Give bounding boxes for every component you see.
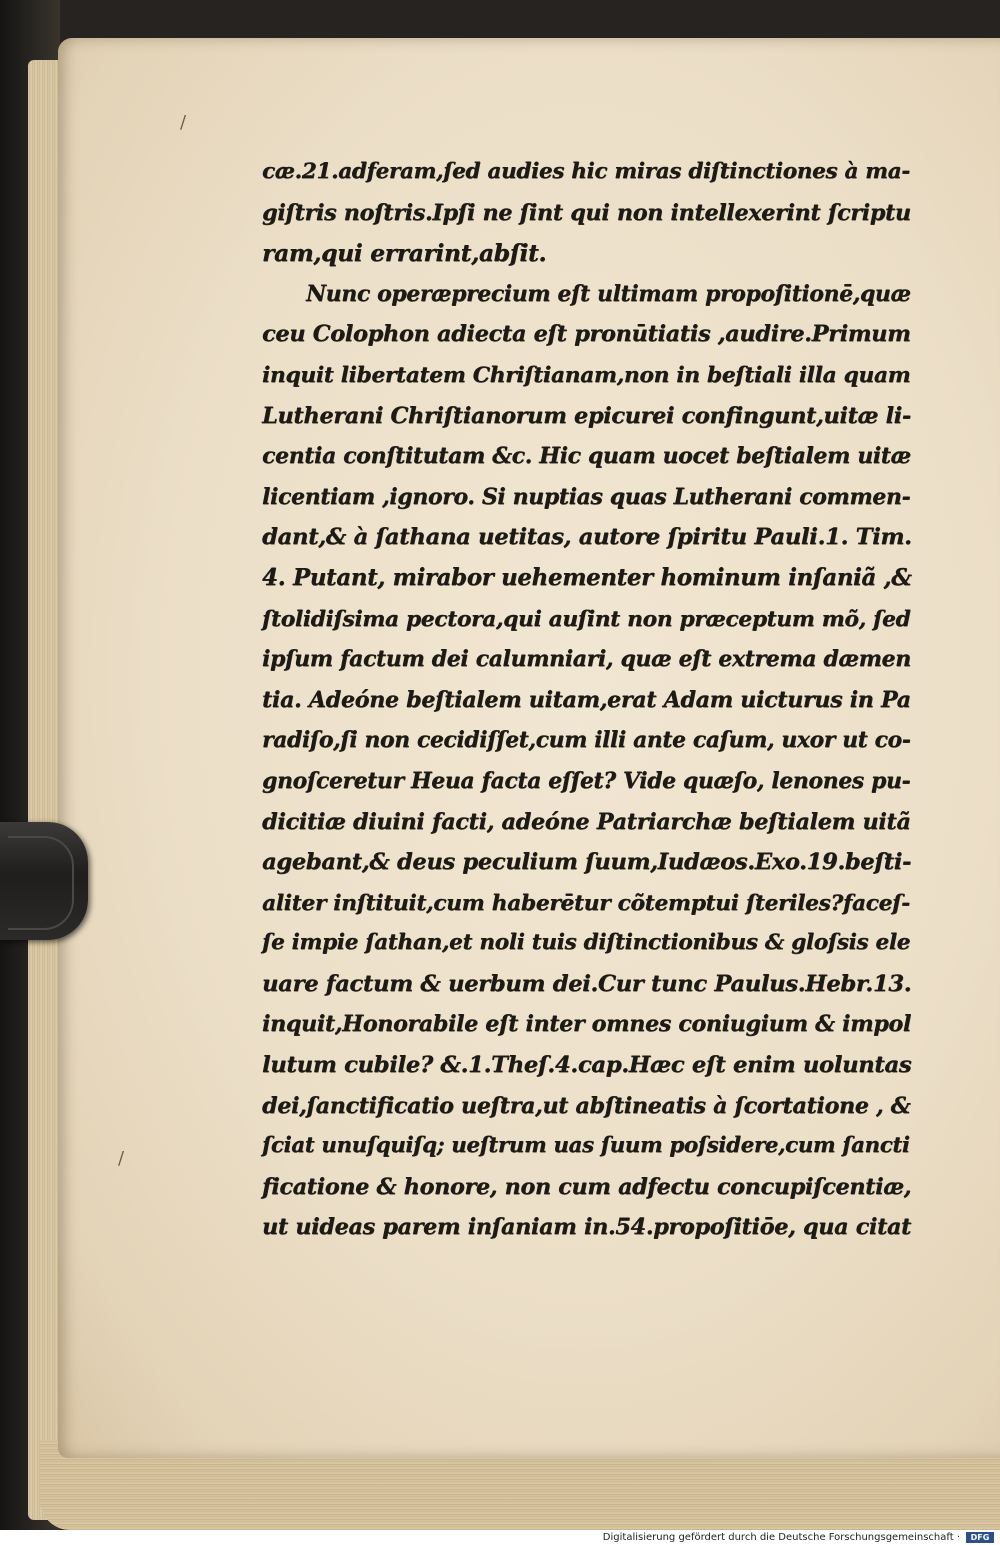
page-mark: / bbox=[180, 112, 187, 133]
book-clasp bbox=[0, 822, 88, 940]
text-line: centia conſtitutam &c. Hic quam uocet beſtialem uitæ bbox=[262, 443, 911, 470]
text-line: 4. Putant, mirabor uehementer hominum inſaniã ,& bbox=[262, 563, 912, 591]
text-line: ſe impie ſathan,et noli tuis diſtinctionibus & gloſsis ele bbox=[262, 930, 911, 956]
text-line: licentiam ,ignoro. Si nuptias quas Lutherani commen- bbox=[262, 483, 911, 510]
text-line: ipſum factum dei calumniari, quæ eſt extrema dæmen bbox=[262, 646, 911, 673]
text-line: dant,& à ſathana uetitas, autore ſpiritu Pauli.1. Tim. bbox=[262, 524, 912, 551]
latin-text-block bbox=[262, 152, 912, 1248]
text-line: ſciat unuſquiſq; ueſtrum uas ſuum poſsidere,cum ſancti bbox=[262, 1133, 910, 1159]
dfg-logo: DFG bbox=[966, 1532, 994, 1543]
text-line: inquit,Honorabile eſt inter omnes coniugium & impol bbox=[262, 1011, 911, 1038]
text-line: aliter inſtituit,cum haberētur cõtemptui ſteriles?faceſ- bbox=[262, 889, 910, 916]
text-line: cæ.21.adferam,ſed audies hic miras diſtinctiones à ma- bbox=[262, 159, 910, 184]
dfg-credit-text: Digitalisierung gefördert durch die Deutsche Forschungsgemeinschaft · bbox=[602, 1532, 960, 1543]
text-line: radiſo,ſi non cecidiſſet,cum illi ante caſum, uxor ut co- bbox=[262, 727, 911, 754]
text-line: agebant,& deus peculium ſuum,Iudæos.Exo.19.beſti- bbox=[262, 849, 911, 876]
text-line: ſtolidiſsima pectora,qui auſint non præceptum mõ, ſed bbox=[262, 605, 911, 632]
text-line: gnoſceretur Heua facta eſſet? Vide quæſo, lenones pu- bbox=[262, 767, 911, 794]
text-line: tia. Adeóne beſtialem uitam,erat Adam uicturus in Pa bbox=[262, 686, 911, 713]
text-line: ram,qui errarint,abſit. bbox=[262, 239, 547, 268]
footer-bar bbox=[0, 1530, 1000, 1545]
text-line: lutum cubile? &.1.Theſ.4.cap.Hæc eſt enim uoluntas bbox=[262, 1052, 912, 1079]
text-line: ut uideas parem inſaniam in.54.propoſitiōe, qua citat bbox=[262, 1214, 911, 1241]
text-line: dicitiæ diuini facti, adeóne Patriarchæ beſtialem uitã bbox=[262, 808, 911, 835]
clasp-buckle bbox=[8, 836, 74, 930]
text-line: ceu Colophon adiecta eſt pronūtiatis ,audire.Primum bbox=[262, 321, 911, 348]
text-line: giſtris noſtris.Ipſi ne ſint qui non intellexerint ſcriptu bbox=[262, 199, 911, 226]
text-line: dei,ſanctificatio ueſtra,ut abſtineatis à ſcortatione , & bbox=[262, 1092, 911, 1119]
text-line: Lutherani Chriſtianorum epicurei confingunt,uitæ li- bbox=[262, 402, 911, 429]
text-line: uare factum & uerbum dei.Cur tunc Paulus.Hebr.13. bbox=[262, 970, 912, 997]
text-line: ficatione & honore, non cum adfectu concupiſcentiæ, bbox=[262, 1173, 912, 1200]
text-line: Nunc operæprecium eſt ultimam propoſitionē,quæ bbox=[306, 280, 911, 307]
text-line: inquit libertatem Chriſtianam,non in beſtiali illa quam bbox=[262, 361, 911, 388]
page-mark: / bbox=[118, 1148, 125, 1169]
